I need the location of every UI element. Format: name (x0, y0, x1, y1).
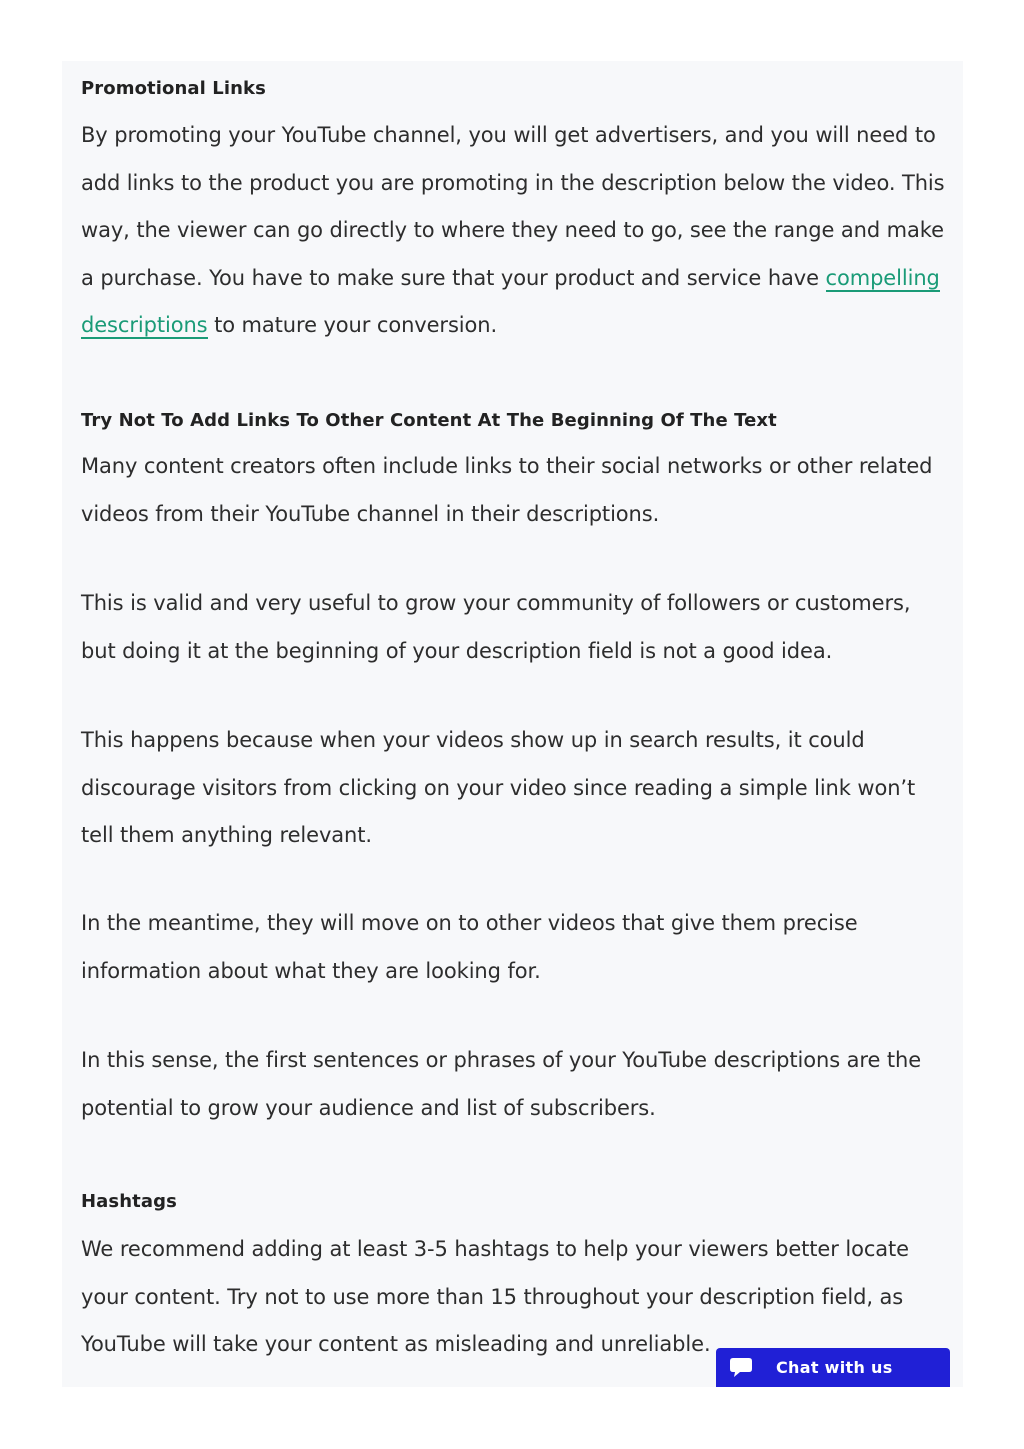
chat-label: Chat with us (776, 1358, 893, 1377)
paragraph-meantime: In the meantime, they will move on to other videos that give them precise information about what they are looking for. (81, 911, 858, 983)
chat-bubble-icon (728, 1356, 754, 1380)
paragraph-search-results: This happens because when your videos show up in search results, it could discourage visitors from clicking on your video since reading a simple link won’t tell them anything relevant. (81, 728, 916, 847)
paragraph-text: to mature your conversion. (207, 313, 498, 337)
paragraph-hashtags: We recommend adding at least 3-5 hashtags to help your viewers better locate your content. Try not to use more than 15 throughout your description field, as YouTube will take your content as misleading and unreliable. (81, 1237, 909, 1356)
chat-with-us-button[interactable] (716, 1348, 950, 1387)
paragraph-promotional-links (81, 112, 947, 350)
section-heading-hashtags: Hashtags (81, 1191, 177, 1212)
paragraph-valid-and-useful: This is valid and very useful to grow your community of followers or customers, but doing it at the beginning of your description field is not a good idea. (81, 591, 911, 663)
compelling-descriptions-link[interactable]: compelling descriptions (81, 265, 940, 337)
paragraph-first-sentences: In this sense, the first sentences or phrases of your YouTube descriptions are the potential to grow your audience and list of subscribers. (81, 1048, 922, 1120)
section-heading-promotional-links: Promotional Links (81, 78, 266, 99)
paragraph-text: By promoting your YouTube channel, you will get advertisers, and you will need to add links to the product you are promoting in the description below the video. This way, the viewer can go directly to where they need to go, see the range and make a purchase. You have to make sure that your product and service have (81, 123, 945, 290)
section-heading-try-not-to-add-links: Try Not To Add Links To Other Content At The Beginning Of The Text (81, 410, 777, 431)
article-card (62, 61, 963, 1387)
paragraph-content-creators: Many content creators often include links to their social networks or other related videos from their YouTube channel in their descriptions. (81, 454, 933, 526)
